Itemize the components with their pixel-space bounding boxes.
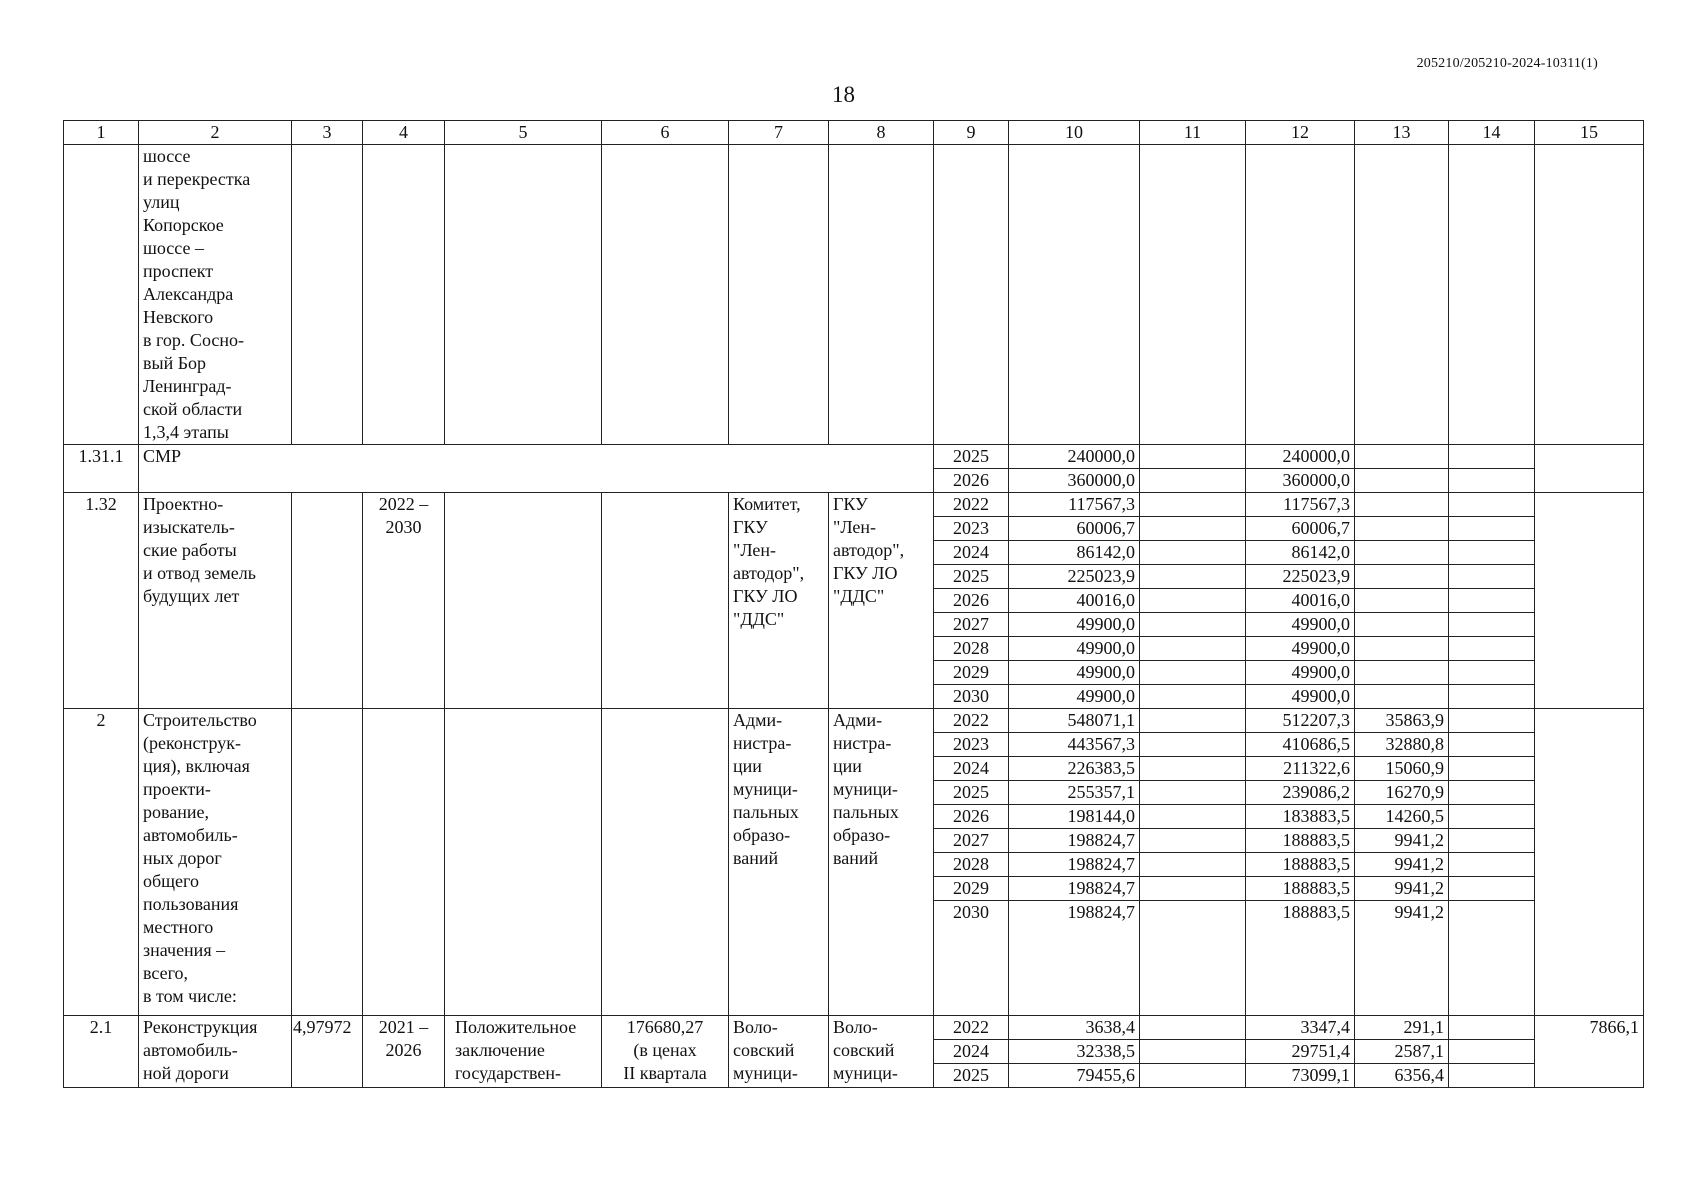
program-table xyxy=(63,120,1644,1088)
year-cell: 2024 xyxy=(934,1040,1009,1064)
item-name: шоссе и перекрестка улиц Копорское шоссе – проспект Александра Невского в гор. Сосно- вый Бор Ленинград- ской области 1,3,4 этапы xyxy=(139,145,292,445)
total-cell: 198824,7 xyxy=(1009,901,1140,1016)
col-num: 11 xyxy=(1140,121,1246,145)
expertise-cell: Положительное заключение государствен- xyxy=(445,1016,602,1088)
regional-budget-cell: 29751,4 xyxy=(1246,1040,1355,1064)
regional-budget-cell: 60006,7 xyxy=(1246,517,1355,541)
item-name: СМР xyxy=(139,445,934,493)
regional-budget-cell: 240000,0 xyxy=(1246,445,1355,469)
row-number: 1.31.1 xyxy=(64,445,139,493)
col-num: 7 xyxy=(729,121,829,145)
regional-budget-cell: 225023,9 xyxy=(1246,565,1355,589)
total-cell: 3638,4 xyxy=(1009,1016,1140,1040)
total-cell: 60006,7 xyxy=(1009,517,1140,541)
total-cell: 49900,0 xyxy=(1009,685,1140,709)
total-cell: 49900,0 xyxy=(1009,637,1140,661)
regional-budget-cell: 183883,5 xyxy=(1246,805,1355,829)
total-cell: 548071,1 xyxy=(1009,709,1140,733)
year-cell: 2027 xyxy=(934,613,1009,637)
table-row xyxy=(64,445,1644,469)
row-number: 2.1 xyxy=(64,1016,139,1088)
col-num: 5 xyxy=(445,121,602,145)
regional-budget-cell: 49900,0 xyxy=(1246,685,1355,709)
year-cell: 2030 xyxy=(934,901,1009,1016)
col-num: 4 xyxy=(363,121,445,145)
period-cell: 2022 – 2030 xyxy=(363,493,445,709)
estimated-cost-cell: 176680,27 (в ценах II квартала xyxy=(602,1016,729,1088)
year-cell: 2024 xyxy=(934,757,1009,781)
col-num: 12 xyxy=(1246,121,1355,145)
executor-cell: ГКУ "Лен- автодор", ГКУ ЛО "ДДС" xyxy=(829,493,934,709)
total-cell: 226383,5 xyxy=(1009,757,1140,781)
col-num: 1 xyxy=(64,121,139,145)
local-budget-cell: 9941,2 xyxy=(1355,853,1449,877)
col-num: 14 xyxy=(1449,121,1535,145)
local-budget-cell: 14260,5 xyxy=(1355,805,1449,829)
local-budget-cell: 35863,9 xyxy=(1355,709,1449,733)
col-num: 10 xyxy=(1009,121,1140,145)
column-number-row xyxy=(64,121,1644,145)
period-cell: 2021 – 2026 xyxy=(363,1016,445,1088)
regional-budget-cell: 188883,5 xyxy=(1246,877,1355,901)
year-cell: 2025 xyxy=(934,781,1009,805)
length-cell: 4,97972 xyxy=(292,1016,363,1088)
col-num: 15 xyxy=(1535,121,1644,145)
total-cell: 198824,7 xyxy=(1009,829,1140,853)
total-cell: 117567,3 xyxy=(1009,493,1140,517)
local-budget-cell: 6356,4 xyxy=(1355,1064,1449,1088)
total-cell: 40016,0 xyxy=(1009,589,1140,613)
balance-cell: 7866,1 xyxy=(1535,1016,1644,1088)
regional-budget-cell: 188883,5 xyxy=(1246,829,1355,853)
local-budget-cell: 9941,2 xyxy=(1355,877,1449,901)
item-name: Строительство (реконструк- ция), включая проекти- рование, автомобиль- ных дорог общего пользования местного значения – всего, в том числе: xyxy=(139,709,292,1016)
table-row xyxy=(64,493,1644,517)
year-cell: 2029 xyxy=(934,661,1009,685)
total-cell: 443567,3 xyxy=(1009,733,1140,757)
item-name: Проектно- изыскатель- ские работы и отвод земель будущих лет xyxy=(139,493,292,709)
regional-budget-cell: 239086,2 xyxy=(1246,781,1355,805)
year-cell: 2027 xyxy=(934,829,1009,853)
year-cell: 2025 xyxy=(934,1064,1009,1088)
year-cell: 2029 xyxy=(934,877,1009,901)
year-cell: 2022 xyxy=(934,709,1009,733)
year-cell: 2025 xyxy=(934,565,1009,589)
regional-budget-cell: 410686,5 xyxy=(1246,733,1355,757)
year-cell: 2023 xyxy=(934,517,1009,541)
regional-budget-cell: 188883,5 xyxy=(1246,901,1355,1016)
customer-cell: Комитет, ГКУ "Лен- автодор", ГКУ ЛО "ДДС" xyxy=(729,493,829,709)
col-num: 3 xyxy=(292,121,363,145)
year-cell: 2025 xyxy=(934,445,1009,469)
customer-cell: Воло- совский муници- xyxy=(729,1016,829,1088)
col-num: 8 xyxy=(829,121,934,145)
year-cell: 2028 xyxy=(934,637,1009,661)
page-number: 18 xyxy=(832,82,855,107)
year-cell: 2024 xyxy=(934,541,1009,565)
local-budget-cell: 16270,9 xyxy=(1355,781,1449,805)
col-num: 13 xyxy=(1355,121,1449,145)
year-cell: 2030 xyxy=(934,685,1009,709)
local-budget-cell: 2587,1 xyxy=(1355,1040,1449,1064)
regional-budget-cell: 49900,0 xyxy=(1246,613,1355,637)
regional-budget-cell: 3347,4 xyxy=(1246,1016,1355,1040)
year-cell: 2022 xyxy=(934,493,1009,517)
table-row xyxy=(64,1016,1644,1040)
local-budget-cell: 9941,2 xyxy=(1355,829,1449,853)
year-cell: 2028 xyxy=(934,853,1009,877)
total-cell: 79455,6 xyxy=(1009,1064,1140,1088)
regional-budget-cell: 49900,0 xyxy=(1246,661,1355,685)
total-cell: 49900,0 xyxy=(1009,613,1140,637)
total-cell: 198144,0 xyxy=(1009,805,1140,829)
total-cell: 255357,1 xyxy=(1009,781,1140,805)
document-id: 205210/205210-2024-10311(1) xyxy=(1416,56,1598,71)
regional-budget-cell: 40016,0 xyxy=(1246,589,1355,613)
table-row xyxy=(64,709,1644,733)
item-name: Реконструкция автомобиль- ной дороги xyxy=(139,1016,292,1088)
col-num: 2 xyxy=(139,121,292,145)
regional-budget-cell: 49900,0 xyxy=(1246,637,1355,661)
total-cell: 198824,7 xyxy=(1009,877,1140,901)
year-cell: 2022 xyxy=(934,1016,1009,1040)
row-number: 2 xyxy=(64,709,139,1016)
total-cell: 240000,0 xyxy=(1009,445,1140,469)
table-row xyxy=(64,145,1644,445)
total-cell: 360000,0 xyxy=(1009,469,1140,493)
local-budget-cell: 15060,9 xyxy=(1355,757,1449,781)
regional-budget-cell: 86142,0 xyxy=(1246,541,1355,565)
year-cell: 2026 xyxy=(934,589,1009,613)
year-cell: 2026 xyxy=(934,469,1009,493)
executor-cell: Адми- нистра- ции муници- пальных образо- ваний xyxy=(829,709,934,1016)
total-cell: 225023,9 xyxy=(1009,565,1140,589)
total-cell: 198824,7 xyxy=(1009,853,1140,877)
total-cell: 86142,0 xyxy=(1009,541,1140,565)
executor-cell: Воло- совский муници- xyxy=(829,1016,934,1088)
regional-budget-cell: 211322,6 xyxy=(1246,757,1355,781)
year-cell: 2023 xyxy=(934,733,1009,757)
year-cell: 2026 xyxy=(934,805,1009,829)
regional-budget-cell: 117567,3 xyxy=(1246,493,1355,517)
customer-cell: Адми- нистра- ции муници- пальных образо- ваний xyxy=(729,709,829,1016)
local-budget-cell: 32880,8 xyxy=(1355,733,1449,757)
col-num: 9 xyxy=(934,121,1009,145)
local-budget-cell: 291,1 xyxy=(1355,1016,1449,1040)
local-budget-cell: 9941,2 xyxy=(1355,901,1449,1016)
col-num: 6 xyxy=(602,121,729,145)
total-cell: 49900,0 xyxy=(1009,661,1140,685)
row-number: 1.32 xyxy=(64,493,139,709)
regional-budget-cell: 360000,0 xyxy=(1246,469,1355,493)
regional-budget-cell: 512207,3 xyxy=(1246,709,1355,733)
regional-budget-cell: 188883,5 xyxy=(1246,853,1355,877)
total-cell: 32338,5 xyxy=(1009,1040,1140,1064)
regional-budget-cell: 73099,1 xyxy=(1246,1064,1355,1088)
